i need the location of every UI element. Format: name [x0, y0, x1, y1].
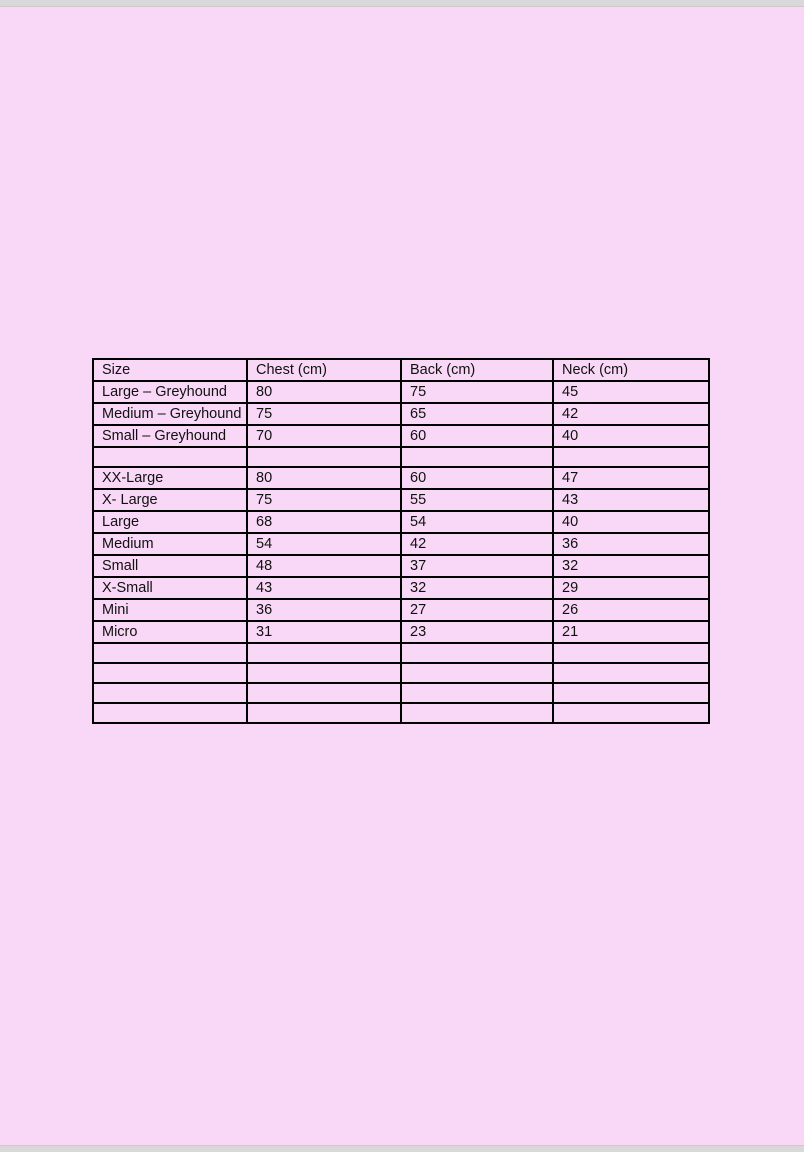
cell-back [401, 643, 553, 663]
table-row [93, 683, 709, 703]
cell-chest: 68 [247, 511, 401, 533]
table-row [93, 467, 709, 489]
cell-neck: 40 [553, 511, 709, 533]
cell-neck: 40 [553, 425, 709, 447]
table-row [93, 703, 709, 723]
table-row [93, 599, 709, 621]
table-row [93, 425, 709, 447]
cell-size: Medium – Greyhound [93, 403, 247, 425]
table-row [93, 511, 709, 533]
document-page [0, 6, 804, 1146]
header-chest: Chest (cm) [247, 359, 401, 381]
cell-chest: 75 [247, 403, 401, 425]
cell-back [401, 703, 553, 723]
cell-neck: 21 [553, 621, 709, 643]
table-row [93, 643, 709, 663]
cell-chest: 48 [247, 555, 401, 577]
cell-back: 55 [401, 489, 553, 511]
cell-back: 23 [401, 621, 553, 643]
cell-back [401, 683, 553, 703]
size-chart-table [92, 358, 710, 724]
cell-neck [553, 683, 709, 703]
table-row [93, 577, 709, 599]
cell-chest: 80 [247, 381, 401, 403]
cell-back: 60 [401, 467, 553, 489]
table-row [93, 403, 709, 425]
cell-size: X- Large [93, 489, 247, 511]
cell-neck: 42 [553, 403, 709, 425]
cell-size [93, 703, 247, 723]
cell-neck [553, 703, 709, 723]
cell-neck: 45 [553, 381, 709, 403]
cell-chest: 43 [247, 577, 401, 599]
table-row [93, 381, 709, 403]
cell-size: Large [93, 511, 247, 533]
table-row [93, 447, 709, 467]
cell-chest: 36 [247, 599, 401, 621]
cell-size: X-Small [93, 577, 247, 599]
cell-size: Large – Greyhound [93, 381, 247, 403]
cell-size [93, 447, 247, 467]
cell-size [93, 643, 247, 663]
cell-size: Micro [93, 621, 247, 643]
table-row [93, 533, 709, 555]
cell-size: Small [93, 555, 247, 577]
cell-neck: 32 [553, 555, 709, 577]
cell-chest: 54 [247, 533, 401, 555]
cell-chest: 75 [247, 489, 401, 511]
cell-chest [247, 447, 401, 467]
table-row [93, 621, 709, 643]
header-size: Size [93, 359, 247, 381]
cell-back: 27 [401, 599, 553, 621]
cell-size: Mini [93, 599, 247, 621]
cell-size [93, 683, 247, 703]
cell-chest [247, 683, 401, 703]
cell-neck [553, 643, 709, 663]
cell-back [401, 447, 553, 467]
cell-back: 60 [401, 425, 553, 447]
table-row [93, 555, 709, 577]
cell-back: 54 [401, 511, 553, 533]
size-chart-body [93, 359, 709, 723]
cell-neck: 26 [553, 599, 709, 621]
cell-size: XX-Large [93, 467, 247, 489]
cell-chest [247, 703, 401, 723]
cell-neck: 43 [553, 489, 709, 511]
cell-neck: 29 [553, 577, 709, 599]
header-neck: Neck (cm) [553, 359, 709, 381]
table-header-row [93, 359, 709, 381]
table-row [93, 489, 709, 511]
cell-size: Medium [93, 533, 247, 555]
cell-neck [553, 663, 709, 683]
header-back: Back (cm) [401, 359, 553, 381]
table-row [93, 663, 709, 683]
cell-back: 32 [401, 577, 553, 599]
cell-neck: 47 [553, 467, 709, 489]
cell-chest: 70 [247, 425, 401, 447]
cell-back: 65 [401, 403, 553, 425]
cell-chest: 80 [247, 467, 401, 489]
cell-chest: 31 [247, 621, 401, 643]
cell-neck: 36 [553, 533, 709, 555]
cell-chest [247, 663, 401, 683]
cell-back [401, 663, 553, 683]
cell-back: 75 [401, 381, 553, 403]
cell-back: 37 [401, 555, 553, 577]
cell-chest [247, 643, 401, 663]
cell-neck [553, 447, 709, 467]
cell-size [93, 663, 247, 683]
cell-back: 42 [401, 533, 553, 555]
cell-size: Small – Greyhound [93, 425, 247, 447]
